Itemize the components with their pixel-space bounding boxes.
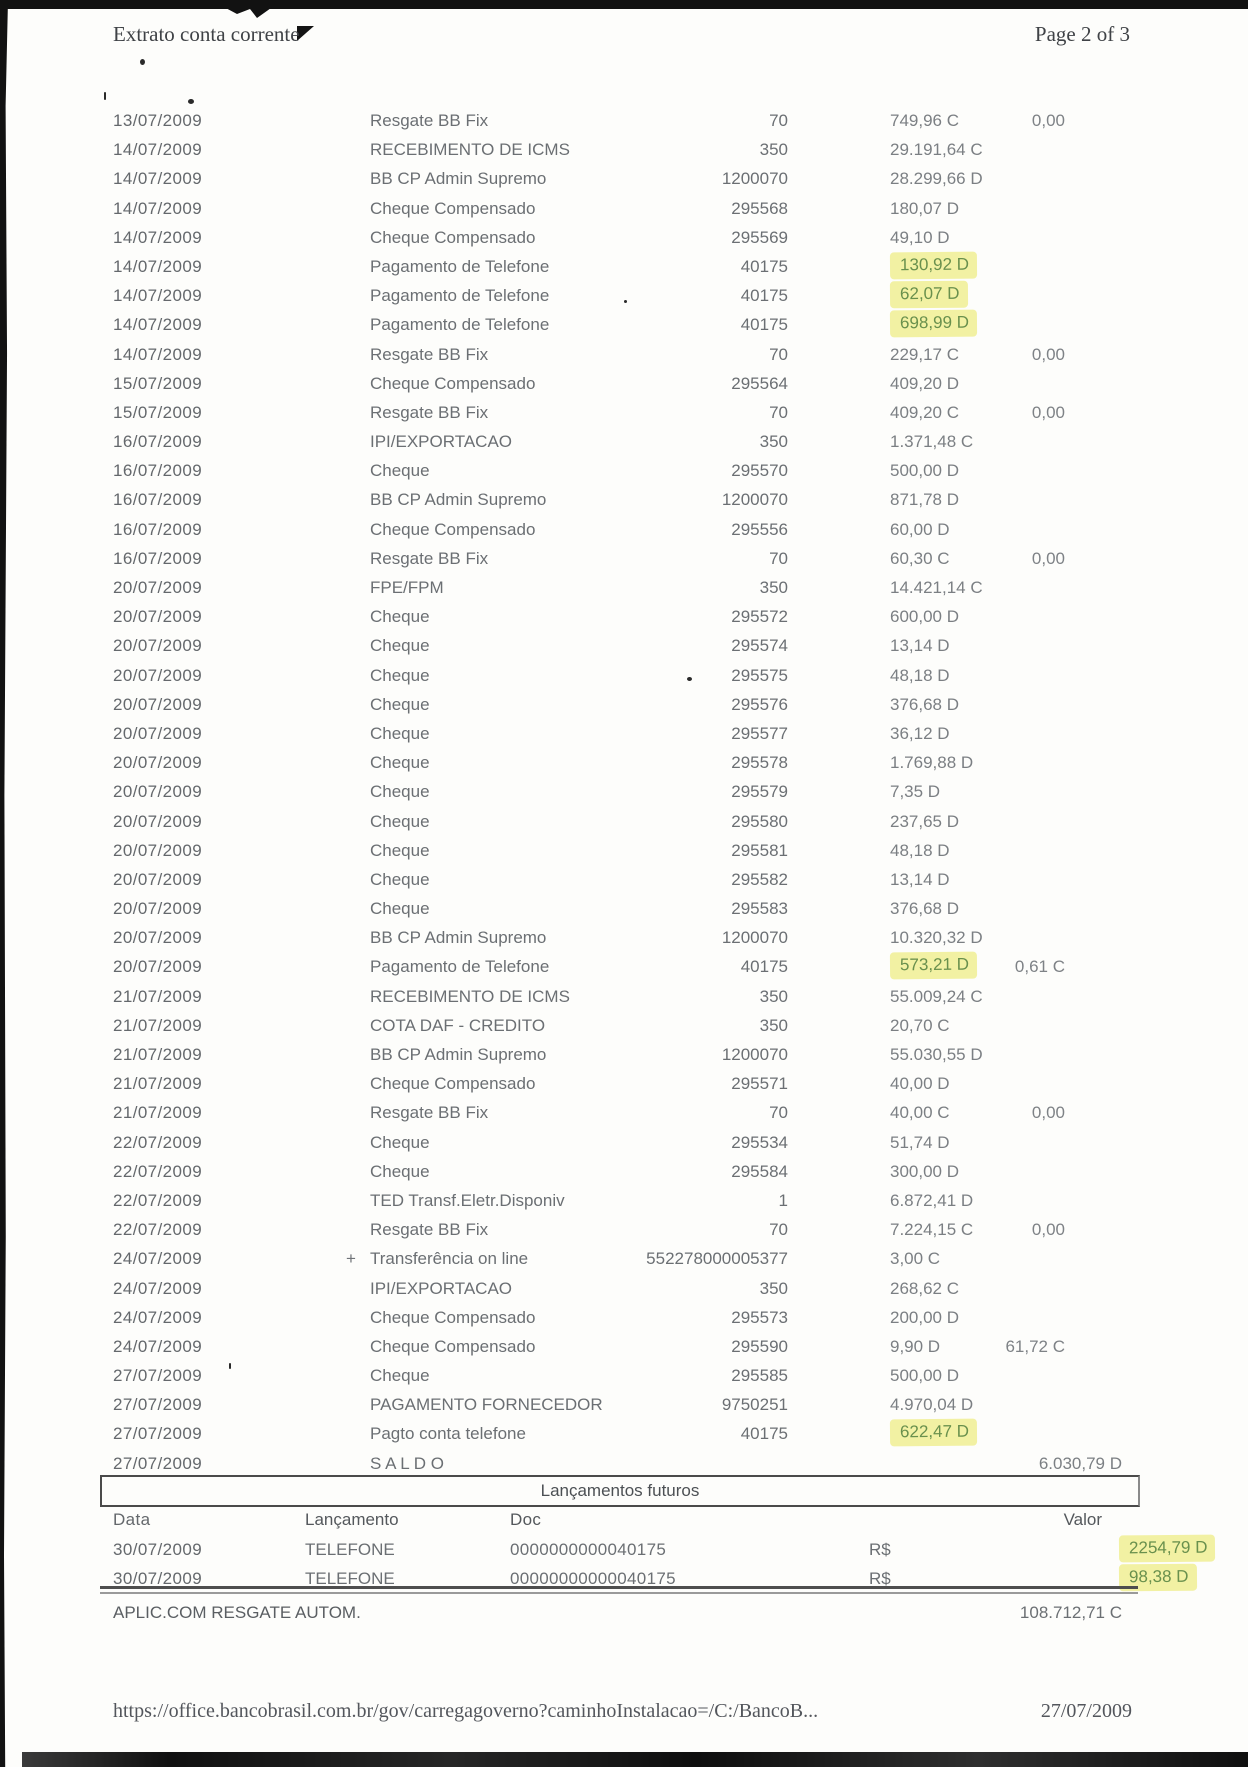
transaction-doc-number: 295584 xyxy=(731,1161,788,1181)
footer-date: 27/07/2009 xyxy=(1040,1700,1132,1722)
transaction-doc-number: 1200070 xyxy=(721,928,788,948)
transaction-doc-number: 350 xyxy=(759,1278,788,1298)
transaction-description: FPE/FPM xyxy=(370,578,444,597)
transaction-doc-number: 1200070 xyxy=(721,490,788,510)
transaction-doc-number: 295582 xyxy=(731,869,788,889)
scan-edge-bottom xyxy=(22,1752,1248,1767)
transaction-row: 21/07/2009 Cheque Compensado 295571 40,00 D xyxy=(0,1069,1248,1098)
transaction-date: 21/07/2009 xyxy=(113,1045,203,1064)
transaction-description: Pagamento de Telefone xyxy=(370,957,550,977)
transaction-date: 20/07/2009 xyxy=(113,753,203,773)
transaction-doc-number: 552278000005377 xyxy=(646,1249,788,1269)
transaction-date: 27/07/2009 xyxy=(113,1366,203,1386)
transaction-description: Cheque xyxy=(370,665,430,685)
transaction-description: Cheque xyxy=(370,840,430,860)
transaction-date: 14/07/2009 xyxy=(113,286,203,306)
transaction-description: BB CP Admin Supremo xyxy=(370,169,547,189)
transaction-doc-number: 40175 xyxy=(740,256,788,276)
transaction-description: Resgate BB Fix xyxy=(370,548,489,568)
transaction-doc-number: 350 xyxy=(759,1015,788,1035)
transaction-row: 22/07/2009 TED Transf.Eletr.Disponiv 1 6.872,41 D xyxy=(0,1186,1248,1215)
column-header-valor: Valor xyxy=(1063,1510,1102,1529)
transaction-row: 15/07/2009 Cheque Compensado 295564 409,20 D xyxy=(0,369,1248,398)
transaction-balance-value: 6.030,79 D xyxy=(1038,1453,1122,1473)
transaction-date: 20/07/2009 xyxy=(113,899,203,919)
scan-edge-top xyxy=(0,0,1248,9)
transaction-row: 20/07/2009 BB CP Admin Supremo 1200070 10.320,32 D xyxy=(0,923,1248,952)
transaction-doc-number: 70 xyxy=(769,1220,788,1240)
transaction-secondary-value: 0,61 C xyxy=(1014,957,1065,977)
transaction-doc-number: 350 xyxy=(759,140,788,160)
scan-speck xyxy=(140,59,145,65)
transaction-date: 21/07/2009 xyxy=(113,1074,203,1094)
transaction-row: 24/07/2009 Cheque Compensado 295573 200,00 D xyxy=(0,1303,1248,1332)
future-entries-title: Lançamentos futuros xyxy=(540,1481,700,1500)
column-header-data: Data xyxy=(113,1510,151,1529)
transaction-description: Cheque xyxy=(370,1161,430,1181)
transaction-row: 14/07/2009 Pagamento de Telefone 40175 698,99 D xyxy=(0,310,1248,339)
transaction-description: Cheque xyxy=(370,694,430,714)
transaction-description: Cheque Compensado xyxy=(370,227,536,247)
transaction-description: Cheque xyxy=(370,461,430,481)
scan-speck xyxy=(188,99,194,104)
transaction-doc-number: 295579 xyxy=(731,782,788,802)
scan-blob-top xyxy=(226,0,276,18)
transaction-row: 16/07/2009 Cheque 295570 500,00 D xyxy=(0,456,1248,485)
transaction-row: 20/07/2009 Cheque 295574 13,14 D xyxy=(0,631,1248,660)
transaction-description: Pagto conta telefone xyxy=(370,1424,526,1444)
transaction-date: 27/07/2009 xyxy=(113,1395,203,1415)
transaction-row: 15/07/2009 Resgate BB Fix 70 409,20 C 0,00 xyxy=(0,398,1248,427)
transaction-description: TED Transf.Eletr.Disponiv xyxy=(370,1190,565,1210)
document-footer xyxy=(113,1700,1132,1723)
transaction-row: 21/07/2009 COTA DAF - CREDITO 350 20,70 C xyxy=(0,1011,1248,1040)
transaction-date: 14/07/2009 xyxy=(113,256,203,276)
transaction-doc-number: 295564 xyxy=(731,373,788,393)
transaction-date: 15/07/2009 xyxy=(113,402,203,422)
transaction-prefix: + xyxy=(346,1249,356,1269)
transaction-row: 21/07/2009 BB CP Admin Supremo 1200070 55.030,55 D xyxy=(0,1040,1248,1069)
transaction-description: Cheque xyxy=(370,753,430,773)
transaction-date: 14/07/2009 xyxy=(113,344,203,364)
transaction-row: 20/07/2009 FPE/FPM 350 14.421,14 C xyxy=(0,573,1248,602)
future-entry-doc-number: 0000000000040175 xyxy=(510,1540,667,1559)
transaction-table xyxy=(0,106,1248,1478)
transaction-date: 16/07/2009 xyxy=(113,432,203,452)
transaction-date: 20/07/2009 xyxy=(113,636,203,656)
transaction-doc-number: 295583 xyxy=(731,899,788,919)
transaction-doc-number: 295577 xyxy=(731,723,788,743)
transaction-doc-number: 9750251 xyxy=(721,1395,788,1415)
transaction-doc-number: 70 xyxy=(769,344,788,364)
transaction-description: Pagamento de Telefone xyxy=(370,315,550,335)
transaction-doc-number: 295568 xyxy=(731,198,788,218)
future-entry-currency: R$ xyxy=(869,1569,891,1588)
transaction-doc-number: 295581 xyxy=(731,840,788,860)
transaction-doc-number: 350 xyxy=(759,432,788,452)
transaction-secondary-value: 61,72 C xyxy=(1005,1336,1065,1356)
future-entries-header-row xyxy=(0,1505,1248,1535)
transaction-row: 20/07/2009 Pagamento de Telefone 40175 573,21 D 0,61 C xyxy=(0,952,1248,981)
transaction-doc-number: 1 xyxy=(778,1190,788,1210)
transaction-doc-number: 40175 xyxy=(740,315,788,335)
transaction-row: 24/07/2009 Cheque Compensado 295590 9,90 D 61,72 C xyxy=(0,1332,1248,1361)
transaction-row: 27/07/2009 Cheque 295585 500,00 D xyxy=(0,1361,1248,1390)
transaction-row: 14/07/2009 Cheque Compensado 295568 180,07 D xyxy=(0,194,1248,223)
transaction-date: 22/07/2009 xyxy=(113,1132,203,1152)
transaction-doc-number: 295576 xyxy=(731,694,788,714)
transaction-row: 14/07/2009 Resgate BB Fix 70 229,17 C 0,00 xyxy=(0,340,1248,369)
future-entry-currency: R$ xyxy=(869,1540,891,1559)
transaction-description: Cheque xyxy=(370,899,430,919)
transaction-date: 20/07/2009 xyxy=(113,811,203,831)
transaction-description: Cheque xyxy=(370,869,430,889)
transaction-description: Resgate BB Fix xyxy=(370,1103,489,1123)
transaction-row: 16/07/2009 Resgate BB Fix 70 60,30 C 0,00 xyxy=(0,544,1248,573)
transaction-date: 22/07/2009 xyxy=(113,1190,203,1210)
transaction-date: 22/07/2009 xyxy=(113,1161,203,1181)
transaction-doc-number: 295590 xyxy=(731,1336,788,1356)
transaction-doc-number: 40175 xyxy=(740,957,788,977)
transaction-row: 14/07/2009 Cheque Compensado 295569 49,10 D xyxy=(0,223,1248,252)
transaction-date: 20/07/2009 xyxy=(113,665,203,685)
transaction-row: 14/07/2009 Pagamento de Telefone 40175 130,92 D xyxy=(0,252,1248,281)
summary-value: 108.712,71 C xyxy=(1019,1603,1122,1622)
transaction-date: 20/07/2009 xyxy=(113,869,203,889)
transaction-doc-number: 70 xyxy=(769,548,788,568)
scan-speck xyxy=(104,92,106,100)
transaction-secondary-value: 0,00 xyxy=(1031,402,1065,422)
transaction-doc-number: 70 xyxy=(769,402,788,422)
transaction-row: 13/07/2009 Resgate BB Fix 70 749,96 C 0,00 xyxy=(0,106,1248,135)
transaction-doc-number: 295578 xyxy=(731,753,788,773)
transaction-doc-number: 295573 xyxy=(731,1307,788,1327)
column-header-lancamento: Lançamento xyxy=(305,1510,399,1529)
transaction-date: 16/07/2009 xyxy=(113,490,203,510)
transaction-row: 27/07/2009 PAGAMENTO FORNECEDOR 9750251 4.970,04 D xyxy=(0,1390,1248,1419)
transaction-description: PAGAMENTO FORNECEDOR xyxy=(370,1395,603,1415)
transaction-date: 20/07/2009 xyxy=(113,928,203,948)
transaction-row: 24/07/2009 IPI/EXPORTACAO 350 268,62 C xyxy=(0,1274,1248,1303)
transaction-row: 20/07/2009 Cheque 295576 376,68 D xyxy=(0,690,1248,719)
transaction-description: Cheque xyxy=(370,782,430,802)
transaction-date: 24/07/2009 xyxy=(113,1307,203,1327)
transaction-date: 13/07/2009 xyxy=(113,111,203,130)
transaction-date: 20/07/2009 xyxy=(113,957,203,977)
transaction-row: 16/07/2009 BB CP Admin Supremo 1200070 871,78 D xyxy=(0,485,1248,514)
future-entry-date: 30/07/2009 xyxy=(113,1540,203,1559)
transaction-date: 22/07/2009 xyxy=(113,1220,203,1240)
transaction-doc-number: 350 xyxy=(759,578,788,597)
transaction-description: S A L D O xyxy=(370,1453,445,1473)
page-title: Extrato conta corrente xyxy=(113,22,300,46)
transaction-description: Cheque Compensado xyxy=(370,1074,536,1094)
transaction-row: 20/07/2009 Cheque 295583 376,68 D xyxy=(0,894,1248,923)
column-header-doc: Doc xyxy=(510,1510,542,1529)
transaction-date: 16/07/2009 xyxy=(113,548,203,568)
transaction-doc-number: 295556 xyxy=(731,519,788,539)
transaction-doc-number: 1200070 xyxy=(721,169,788,189)
transaction-doc-number: 1200070 xyxy=(721,1045,788,1064)
transaction-date: 20/07/2009 xyxy=(113,578,203,597)
future-entry-name: TELEFONE xyxy=(305,1569,395,1588)
transaction-row: 20/07/2009 Cheque 295575 48,18 D xyxy=(0,661,1248,690)
transaction-description: Cheque xyxy=(370,723,430,743)
transaction-row: 16/07/2009 Cheque Compensado 295556 60,00 D xyxy=(0,515,1248,544)
transaction-doc-number: 70 xyxy=(769,111,788,130)
transaction-doc-number: 70 xyxy=(769,1103,788,1123)
transaction-date: 14/07/2009 xyxy=(113,227,203,247)
transaction-date: 21/07/2009 xyxy=(113,986,203,1006)
transaction-description: Resgate BB Fix xyxy=(370,111,489,130)
transaction-secondary-value: 0,00 xyxy=(1031,344,1065,364)
future-entry-row: 30/07/2009 TELEFONE 0000000000040175 R$ 2254,79 D xyxy=(0,1535,1248,1564)
transaction-row: 21/07/2009 RECEBIMENTO DE ICMS 350 55.009,24 C xyxy=(0,982,1248,1011)
transaction-description: Cheque xyxy=(370,1132,430,1152)
transaction-description: Resgate BB Fix xyxy=(370,344,489,364)
transaction-date: 14/07/2009 xyxy=(113,198,203,218)
double-rule xyxy=(100,1586,1138,1594)
transaction-row: 20/07/2009 Cheque 295572 600,00 D xyxy=(0,602,1248,631)
transaction-date: 24/07/2009 xyxy=(113,1336,203,1356)
transaction-description: Cheque Compensado xyxy=(370,198,536,218)
transaction-description: Cheque xyxy=(370,607,430,627)
transaction-doc-number: 295571 xyxy=(731,1074,788,1094)
transaction-description: Pagamento de Telefone xyxy=(370,286,550,306)
transaction-secondary-value: 0,00 xyxy=(1031,111,1065,130)
transaction-row: 22/07/2009 Cheque 295534 51,74 D xyxy=(0,1128,1248,1157)
transaction-row: 20/07/2009 Cheque 295578 1.769,88 D xyxy=(0,748,1248,777)
transaction-row: 22/07/2009 Resgate BB Fix 70 7.224,15 C 0,00 xyxy=(0,1215,1248,1244)
transaction-description: COTA DAF - CREDITO xyxy=(370,1015,546,1035)
transaction-row: 20/07/2009 Cheque 295581 48,18 D xyxy=(0,836,1248,865)
transaction-description: Resgate BB Fix xyxy=(370,402,489,422)
transaction-row: 20/07/2009 Cheque 295577 36,12 D xyxy=(0,719,1248,748)
transaction-date: 24/07/2009 xyxy=(113,1249,203,1269)
transaction-secondary-value: 0,00 xyxy=(1031,1103,1065,1123)
transaction-doc-number: 295572 xyxy=(731,607,788,627)
transaction-row: 20/07/2009 Cheque 295580 237,65 D xyxy=(0,807,1248,836)
transaction-description: BB CP Admin Supremo xyxy=(370,1045,547,1064)
transaction-date: 14/07/2009 xyxy=(113,315,203,335)
transaction-date: 14/07/2009 xyxy=(113,140,203,160)
transaction-description: Cheque Compensado xyxy=(370,1307,536,1327)
transaction-date: 16/07/2009 xyxy=(113,519,203,539)
transaction-description: Pagamento de Telefone xyxy=(370,256,550,276)
transaction-doc-number: 295574 xyxy=(731,636,788,656)
future-entry-date: 30/07/2009 xyxy=(113,1569,203,1588)
transaction-description: IPI/EXPORTACAO xyxy=(370,1278,513,1298)
transaction-date: 16/07/2009 xyxy=(113,461,203,481)
summary-label: APLIC.COM RESGATE AUTOM. xyxy=(113,1603,361,1622)
transaction-date: 21/07/2009 xyxy=(113,1103,203,1123)
transaction-description: Cheque xyxy=(370,636,430,656)
transaction-row: 27/07/2009 Pagto conta telefone 40175 622,47 D xyxy=(0,1419,1248,1448)
transaction-description: BB CP Admin Supremo xyxy=(370,490,547,510)
transaction-row: 14/07/2009 RECEBIMENTO DE ICMS 350 29.191,64 C xyxy=(0,135,1248,164)
transaction-description: Resgate BB Fix xyxy=(370,1220,489,1240)
future-entry-name: TELEFONE xyxy=(305,1540,395,1559)
transaction-date: 20/07/2009 xyxy=(113,607,203,627)
future-entry-doc-number: 00000000000040175 xyxy=(510,1569,676,1588)
transaction-row: 14/07/2009 BB CP Admin Supremo 1200070 28.299,66 D xyxy=(0,164,1248,193)
transaction-date: 20/07/2009 xyxy=(113,694,203,714)
transaction-description: RECEBIMENTO DE ICMS xyxy=(370,140,570,160)
transaction-secondary-value: 0,00 xyxy=(1031,1220,1065,1240)
future-entries-section xyxy=(0,1505,1248,1593)
transaction-doc-number: 350 xyxy=(759,986,788,1006)
transaction-date: 20/07/2009 xyxy=(113,782,203,802)
transaction-doc-number: 295534 xyxy=(731,1132,788,1152)
transaction-description: Transferência on line xyxy=(370,1249,529,1269)
transaction-date: 21/07/2009 xyxy=(113,1015,203,1035)
transaction-doc-number: 295575 xyxy=(731,665,788,685)
transaction-row: 20/07/2009 Cheque 295579 7,35 D xyxy=(0,777,1248,806)
transaction-date: 15/07/2009 xyxy=(113,373,203,393)
future-entry-row: 30/07/2009 TELEFONE 00000000000040175 R$ 98,38 D xyxy=(0,1564,1248,1593)
transaction-row: 24/07/2009 + Transferência on line 552278000005377 3,00 C xyxy=(0,1244,1248,1273)
transaction-doc-number: 40175 xyxy=(740,286,788,306)
transaction-description: BB CP Admin Supremo xyxy=(370,928,547,948)
transaction-description: IPI/EXPORTACAO xyxy=(370,432,513,452)
footer-url: https://office.bancobrasil.com.br/gov/carregagoverno?caminhoInstalacao=/C:/BancoB... xyxy=(113,1700,819,1722)
transaction-row: 21/07/2009 Resgate BB Fix 70 40,00 C 0,00 xyxy=(0,1098,1248,1127)
transaction-date: 27/07/2009 xyxy=(113,1453,203,1473)
transaction-row: 20/07/2009 Cheque 295582 13,14 D xyxy=(0,865,1248,894)
transaction-row: 16/07/2009 IPI/EXPORTACAO 350 1.371,48 C xyxy=(0,427,1248,456)
transaction-doc-number: 295570 xyxy=(731,461,788,481)
transaction-description: Cheque Compensado xyxy=(370,1336,536,1356)
transaction-doc-number: 295569 xyxy=(731,227,788,247)
summary-row xyxy=(0,1598,1248,1628)
transaction-description: Cheque Compensado xyxy=(370,373,536,393)
transaction-date: 20/07/2009 xyxy=(113,840,203,860)
transaction-row xyxy=(0,1449,1248,1478)
transaction-description: Cheque xyxy=(370,811,430,831)
future-entries-title-box xyxy=(100,1475,1140,1507)
document-header xyxy=(113,22,1130,47)
transaction-date: 14/07/2009 xyxy=(113,169,203,189)
transaction-doc-number: 40175 xyxy=(740,1424,788,1444)
future-entries-rows xyxy=(0,1535,1248,1593)
transaction-date: 24/07/2009 xyxy=(113,1278,203,1298)
transaction-doc-number: 295580 xyxy=(731,811,788,831)
transaction-date: 27/07/2009 xyxy=(113,1424,203,1444)
transaction-row: 14/07/2009 Pagamento de Telefone 40175 62,07 D xyxy=(0,281,1248,310)
page-number-label: Page 2 of 3 xyxy=(1034,22,1130,46)
transaction-date: 20/07/2009 xyxy=(113,723,203,743)
transaction-secondary-value: 0,00 xyxy=(1031,548,1065,568)
transaction-row: 22/07/2009 Cheque 295584 300,00 D xyxy=(0,1157,1248,1186)
transaction-description: RECEBIMENTO DE ICMS xyxy=(370,986,570,1006)
transaction-doc-number: 295585 xyxy=(731,1366,788,1386)
transaction-description: Cheque Compensado xyxy=(370,519,536,539)
transaction-description: Cheque xyxy=(370,1366,430,1386)
